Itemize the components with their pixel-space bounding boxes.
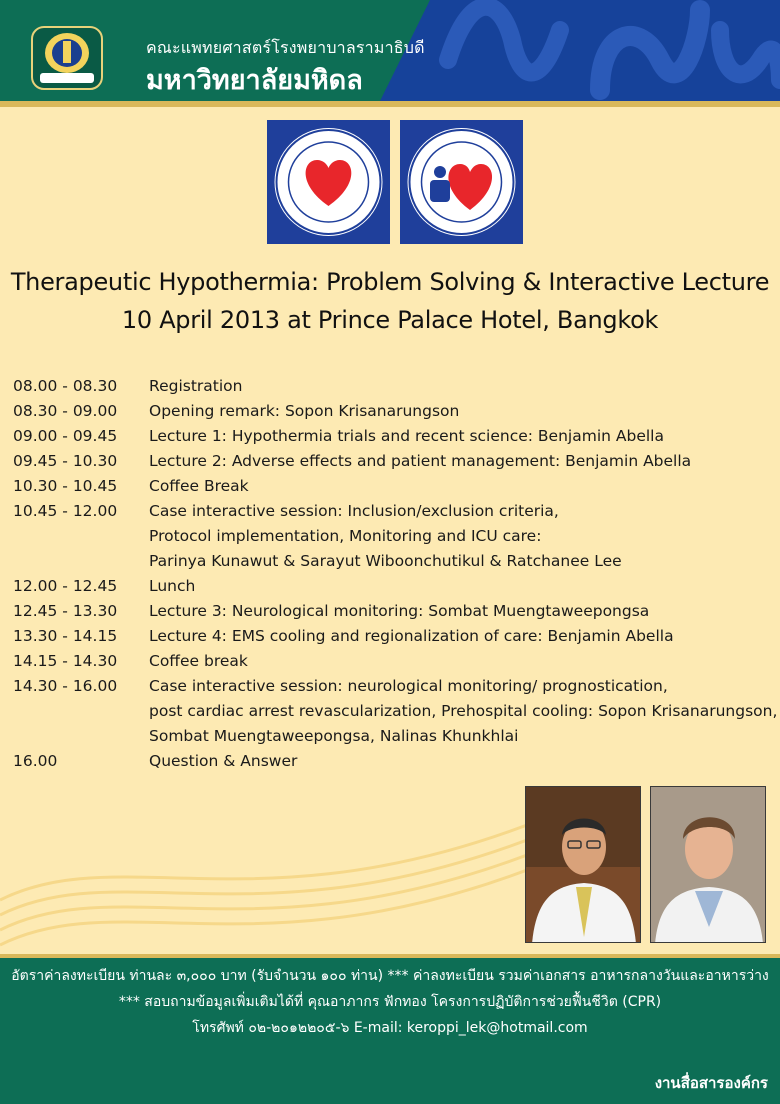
schedule-row bbox=[13, 624, 773, 649]
schedule-row bbox=[13, 449, 773, 474]
schedule-item: Case interactive session: neurological monitoring/ prognostication, bbox=[149, 677, 668, 695]
schedule-time: 14.15 - 14.30 bbox=[13, 652, 118, 670]
faculty-name: คณะแพทยศาสตร์โรงพยาบาลรามาธิบดี bbox=[146, 38, 425, 57]
schedule-item: Lecture 4: EMS cooling and regionalization of care: Benjamin Abella bbox=[149, 627, 674, 645]
schedule-time: 13.30 - 14.15 bbox=[13, 627, 118, 645]
schedule-item: Sombat Muengtaweepongsa, Nalinas Khunkhlai bbox=[149, 727, 519, 745]
header-banner bbox=[0, 0, 780, 101]
speaker-portrait-icon bbox=[526, 787, 641, 943]
speaker-photo-1 bbox=[525, 786, 641, 943]
heart-association-logo bbox=[267, 120, 390, 244]
credit-text: งานสื่อสารองค์กร bbox=[654, 1074, 768, 1092]
schedule-item: Opening remark: Sopon Krisanarungson bbox=[149, 402, 460, 420]
event-title: Therapeutic Hypothermia: Problem Solving & Interactive Lecture bbox=[10, 268, 770, 296]
schedule-time: 08.30 - 09.00 bbox=[13, 402, 118, 420]
schedule-time: 12.45 - 13.30 bbox=[13, 602, 118, 620]
schedule-time: 09.45 - 10.30 bbox=[13, 452, 118, 470]
schedule-time: 10.30 - 10.45 bbox=[13, 477, 118, 495]
contact-info: *** สอบถามข้อมูลเพิ่มเติมได้ที่ คุณอาภากร ฟักทอง โครงการปฏิบัติการช่วยฟื้นชีวิต (CPR) bbox=[118, 994, 662, 1010]
schedule-time: 16.00 bbox=[13, 752, 58, 770]
schedule-item: Coffee break bbox=[149, 652, 248, 670]
faculty-seal-icon bbox=[30, 25, 104, 91]
schedule-row bbox=[13, 649, 773, 674]
schedule-list bbox=[13, 374, 778, 774]
schedule-item: Lecture 1: Hypothermia trials and recent science: Benjamin Abella bbox=[149, 427, 664, 445]
schedule-item: Coffee Break bbox=[149, 477, 249, 495]
event-date-venue: 10 April 2013 at Prince Palace Hotel, Bangkok bbox=[121, 306, 659, 334]
schedule-row bbox=[13, 749, 773, 774]
schedule-row bbox=[13, 674, 778, 749]
wave-decoration bbox=[0, 780, 540, 960]
schedule-item: Question & Answer bbox=[149, 752, 298, 770]
phone-email: โทรศัพท์ ๐๒-๒๐๑๒๒๐๕-๖ E-mail: keroppi_lek@hotmail.com bbox=[192, 1020, 588, 1036]
schedule-row bbox=[13, 499, 773, 574]
schedule-item: Lecture 3: Neurological monitoring: Sombat Muengtaweepongsa bbox=[149, 602, 650, 620]
speaker-photo-2 bbox=[650, 786, 766, 943]
schedule-time: 14.30 - 16.00 bbox=[13, 677, 118, 695]
schedule-row bbox=[13, 424, 773, 449]
resuscitation-council-logo bbox=[400, 120, 523, 244]
schedule-item: Parinya Kunawut & Sarayut Wiboonchutikul & Ratchanee Lee bbox=[149, 552, 622, 570]
schedule-item: post cardiac arrest revascularization, Prehospital cooling: Sopon Krisanarungson, bbox=[149, 702, 778, 720]
schedule-item: Protocol implementation, Monitoring and ICU care: bbox=[149, 527, 542, 545]
schedule-time: 12.00 - 12.45 bbox=[13, 577, 118, 595]
schedule-time: 08.00 - 08.30 bbox=[13, 377, 118, 395]
schedule-row bbox=[13, 474, 773, 499]
schedule-time: 10.45 - 12.00 bbox=[13, 502, 118, 520]
schedule-row bbox=[13, 374, 773, 399]
resuscitation-council-seal-icon bbox=[400, 120, 523, 244]
schedule-item: Lecture 2: Adverse effects and patient management: Benjamin Abella bbox=[149, 452, 692, 470]
schedule-time: 09.00 - 09.45 bbox=[13, 427, 118, 445]
registration-fee: อัตราค่าลงทะเบียน ท่านละ ๓,๐๐๐ บาท (รับจำนวน ๑๐๐ ท่าน) *** ค่าลงทะเบียน รวมค่าเอกสาร อาหารกลางวันและอาหารว่าง bbox=[11, 968, 769, 984]
schedule-row bbox=[13, 599, 773, 624]
university-name: มหาวิทยาลัยมหิดล bbox=[146, 65, 363, 96]
speaker-portrait-icon bbox=[651, 787, 766, 943]
header-stripe bbox=[0, 101, 780, 107]
schedule-row bbox=[13, 399, 773, 424]
heart-association-seal-icon bbox=[267, 120, 390, 244]
schedule-row bbox=[13, 574, 773, 599]
schedule-item: Lunch bbox=[149, 577, 196, 595]
schedule-item: Registration bbox=[149, 377, 243, 395]
schedule-item: Case interactive session: Inclusion/exclusion criteria, bbox=[149, 502, 559, 520]
